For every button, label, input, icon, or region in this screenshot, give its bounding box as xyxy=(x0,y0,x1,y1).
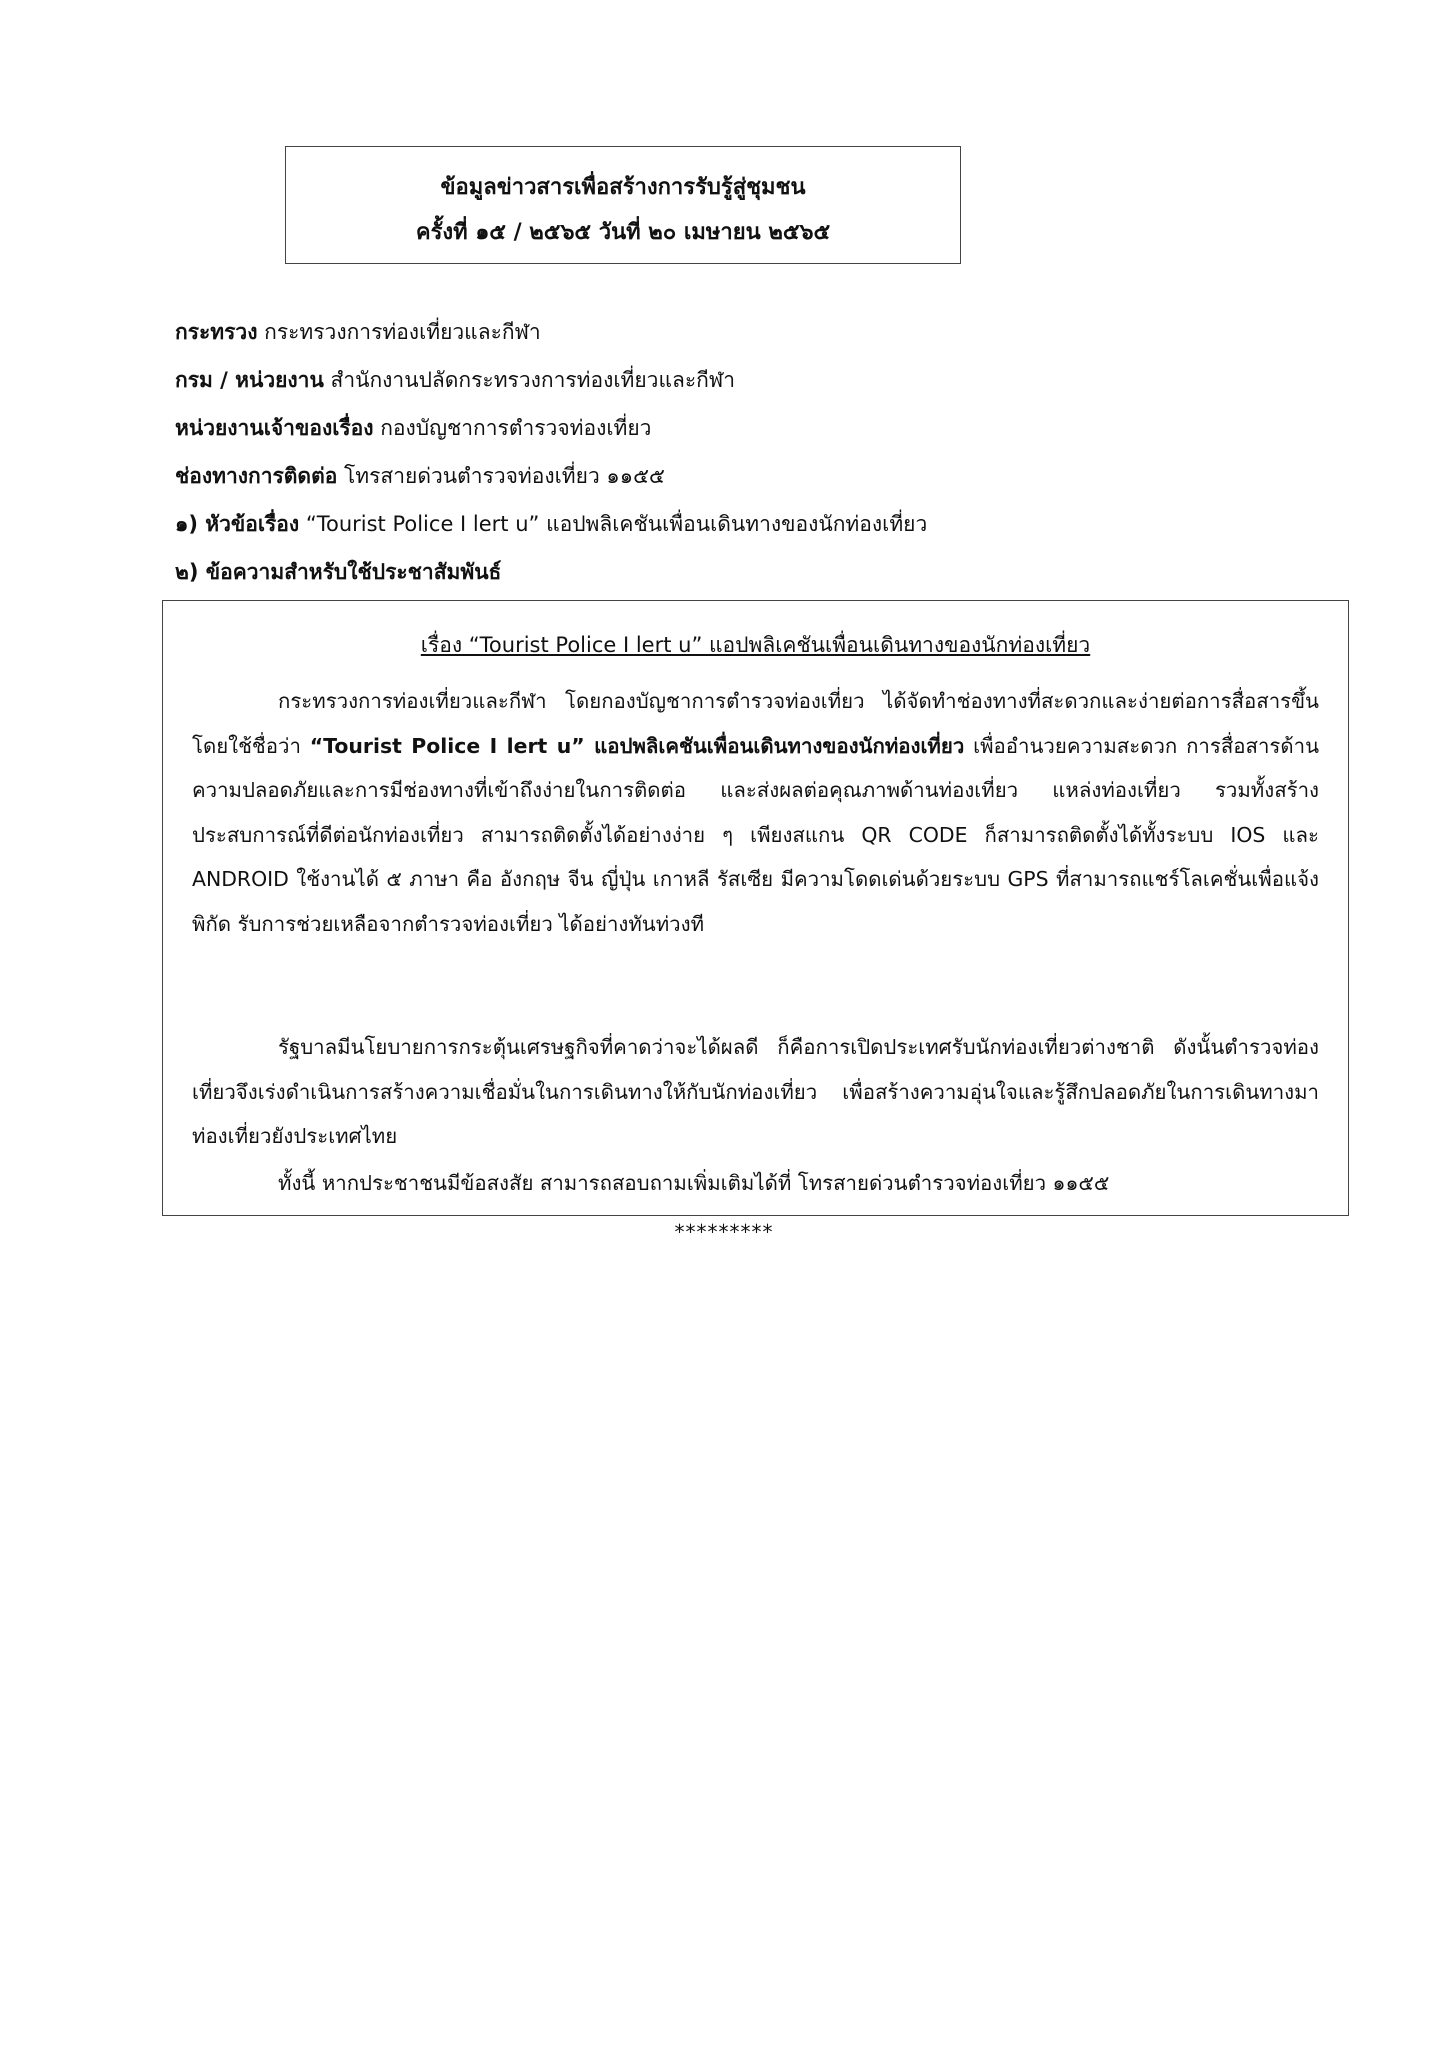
paragraph-1-text-b: เพื่ออำนวยความสะดวก การสื่อสารด้านความปลอดภัยและการมีช่องทางที่เข้าถึงง่ายในการติดต่อ และส่งผลต่อคุณภาพด้านท่องเที่ยว แหล่งท่องเที่ยว รวมทั้งสร้างประสบการณ์ที่ดีต่อนักท่องเที่ยว สามารถติดตั้งได้อย่างง่าย ๆ เพียงสแกน QR CODE ก็สามารถติดตั้งได้ทั้งระบบ IOS และ ANDROID ใช้งานได้ ๕ ภาษา คือ อังกฤษ จีน ญี่ปุ่น เกาหลี รัสเซีย มีความโดดเด่นด้วยระบบ GPS ที่สามารถแชร์โลเคชั่นเพื่อแจ้งพิกัด รับการช่วยเหลือจากตำรวจท่องเที่ยว ได้อย่างทันท่วงที xyxy=(192,733,1320,936)
paragraph-1-app-name: “Tourist Police I lert u” แอปพลิเคชันเพื่อนเดินทางของนักท่องเที่ยว xyxy=(309,733,965,758)
meta-department-label: กรม / หน่วยงาน xyxy=(175,368,324,392)
press-release-box xyxy=(162,600,1349,1216)
header-issue-date: ครั้งที่ ๑๕ / ๒๕๖๕ วันที่ ๒๐ เมษายน ๒๕๖๕ xyxy=(415,220,831,245)
header-box xyxy=(285,146,961,264)
press-release-paragraph-1 xyxy=(192,679,1319,947)
meta-subject-label: ๑) หัวข้อเรื่อง xyxy=(175,512,300,536)
meta-contact-value: โทรสายด่วนตำรวจท่องเที่ยว ๑๑๕๕ xyxy=(337,464,665,488)
meta-contact xyxy=(175,460,665,493)
press-release-paragraph-2: รัฐบาลมีนโยบายการกระตุ้นเศรษฐกิจที่คาดว่าจะได้ผลดี ก็คือการเปิดประเทศรับนักท่องเที่ยวต่างชาติ ดังนั้นตำรวจท่องเที่ยวจึงเร่งดำเนินการสร้างความเชื่อมั่นในการเดินทางให้กับนักท่องเที่ยว เพื่อสร้างความอุ่นใจและรู้สึกปลอดภัยในการเดินทางมาท่องเที่ยวยังประเทศไทย xyxy=(192,1035,1319,1149)
meta-owner-value: กองบัญชาการตำรวจท่องเที่ยว xyxy=(373,416,652,440)
press-release-title: เรื่อง “Tourist Police I lert u” แอปพลิเคชันเพื่อนเดินทางของนักท่องเที่ยว xyxy=(420,633,1091,657)
meta-owner-label: หน่วยงานเจ้าของเรื่อง xyxy=(175,416,374,440)
meta-contact-label: ช่องทางการติดต่อ xyxy=(175,464,338,488)
meta-message xyxy=(175,556,501,589)
end-marker: ********* xyxy=(674,1220,774,1244)
meta-owner xyxy=(175,412,651,445)
meta-ministry-label: กระทรวง xyxy=(175,320,258,344)
meta-ministry xyxy=(175,316,541,349)
meta-department xyxy=(175,364,735,397)
meta-ministry-value: กระทรวงการท่องเที่ยวและกีฬา xyxy=(257,320,541,344)
meta-department-value: สำนักงานปลัดกระทรวงการท่องเที่ยวและกีฬา xyxy=(323,368,736,392)
header-title: ข้อมูลข่าวสารเพื่อสร้างการรับรู้สู่ชุมชน xyxy=(440,175,806,200)
paragraph-1-text-a: กระทรวงการท่องเที่ยวและกีฬา โดยกองบัญชาการตำรวจท่องเที่ยว ได้จัดทำช่องทางที่สะดวกและง่ายต่อการสื่อสารขึ้น โดยใช้ชื่อว่า xyxy=(192,689,1319,758)
press-release-paragraph-3: ทั้งนี้ หากประชาชนมีข้อสงสัย สามารถสอบถามเพิ่มเติมได้ที่ โทรสายด่วนตำรวจท่องเที่ยว ๑๑๕๕ xyxy=(278,1171,1110,1195)
meta-subject-value: “Tourist Police I lert u” แอปพลิเคชันเพื่อนเดินทางของนักท่องเที่ยว xyxy=(299,512,928,536)
meta-message-label: ๒) ข้อความสำหรับใช้ประชาสัมพันธ์ xyxy=(175,560,502,584)
meta-subject xyxy=(175,508,927,541)
